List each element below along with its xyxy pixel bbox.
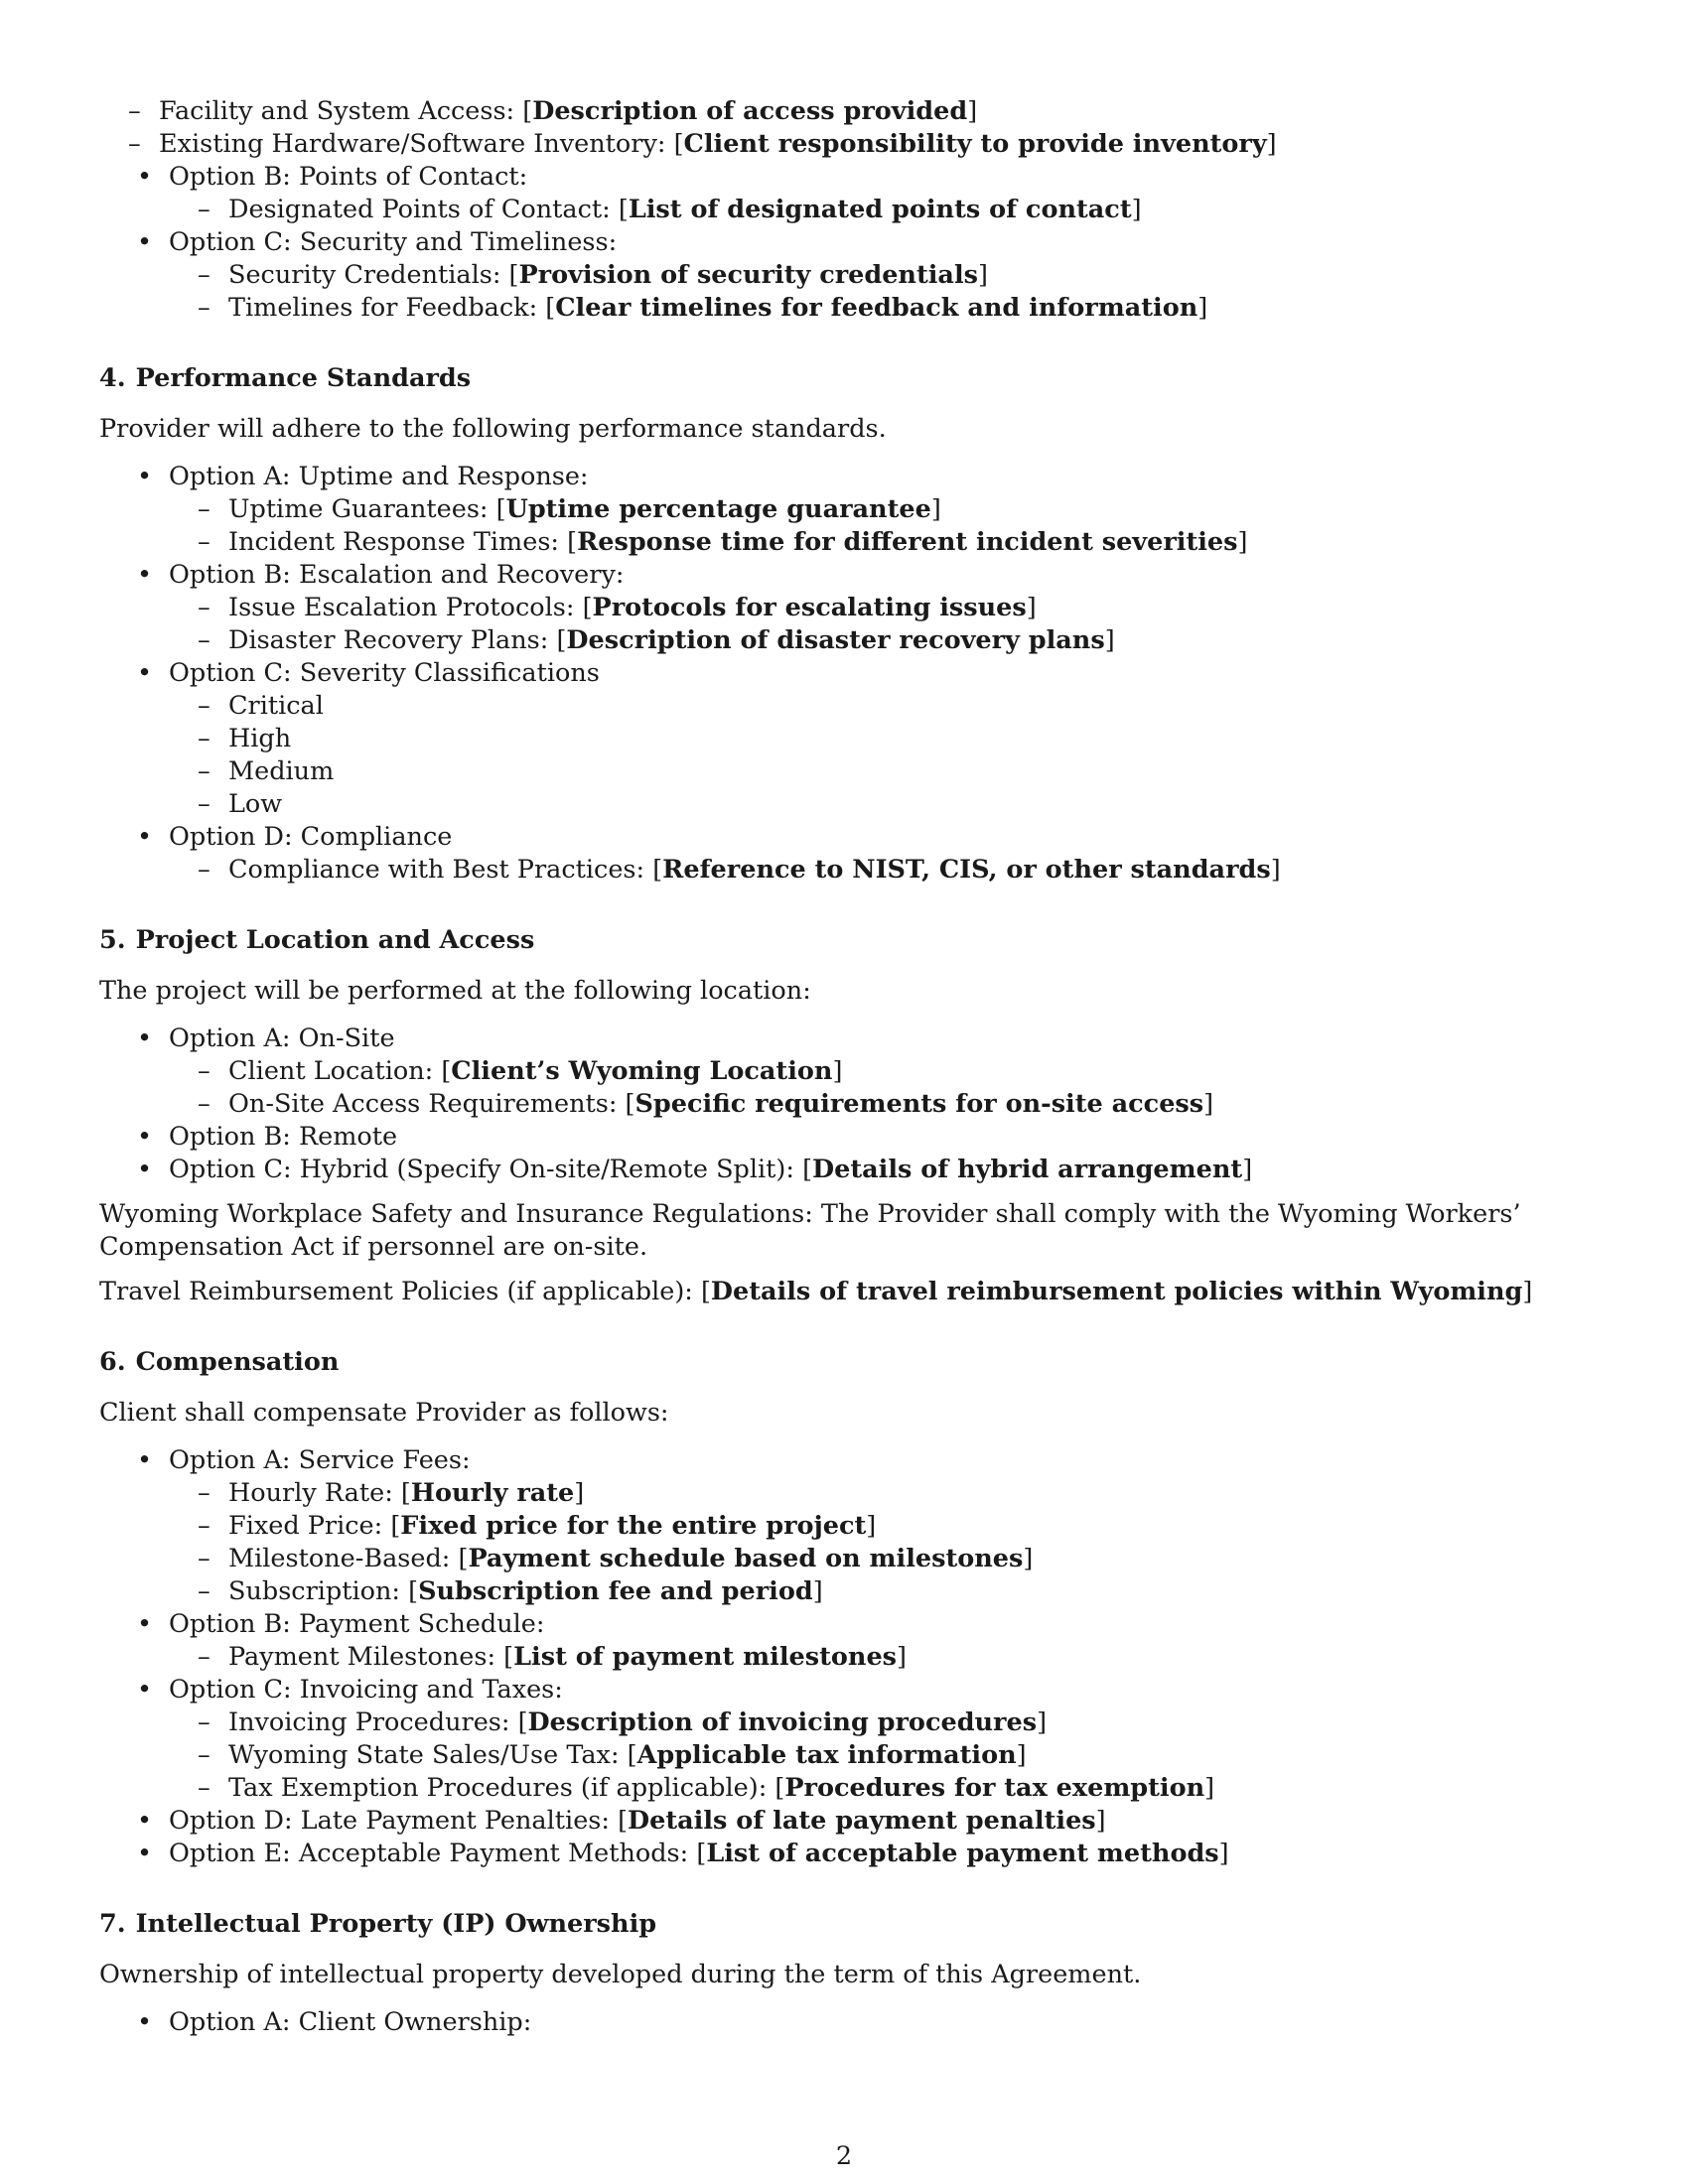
list-subitem: – Facility and System Access: [Description of access provided] — [128, 96, 978, 126]
option-item: • Option B: Payment Schedule: – Payment Milestones: [List of payment milestones] — [99, 1608, 1609, 1674]
list-subitem: – Existing Hardware/Software Inventory: [Client responsibility to provide inventory] — [128, 129, 1277, 159]
list-subitem: – Fixed Price: [Fixed price for the entire project] — [198, 1511, 877, 1541]
option-item: • Option D: Compliance – Compliance with Best Practices: [Reference to NIST, CIS, or other standards] — [99, 821, 1609, 887]
option-item: • Option A: Service Fees: – Hourly Rate: [Hourly rate] – Fixed Price: [Fixed price for the entire project] – Milestone-Based: [Payment schedule based on milestones] – Subscription: [Subscription fee and period] — [99, 1444, 1609, 1608]
option-item: • Option C: Hybrid (Specify On-site/Remote Split): [Details of hybrid arrangement] — [137, 1155, 1253, 1184]
section6-options — [99, 1444, 1609, 1870]
list-subitem: – On-Site Access Requirements: [Specific requirements for on-site access] — [198, 1089, 1214, 1119]
section-heading-ip-ownership: 7. Intellectual Property (IP) Ownership — [99, 1909, 657, 1939]
section-heading-performance-standards: 4. Performance Standards — [99, 363, 472, 393]
list-subitem: – Designated Points of Contact: [List of designated points of contact] — [198, 195, 1142, 224]
list-subitem: – Issue Escalation Protocols: [Protocols for escalating issues] — [198, 593, 1037, 622]
page-number: 2 — [835, 2141, 853, 2171]
safety-regulations-paragraph: Wyoming Workplace Safety and Insurance Regulations: The Provider shall comply with the Wyoming Workers’ Compensation Act if personnel are on-site. — [99, 1199, 1521, 1262]
list-subitem: – Medium — [198, 756, 335, 786]
list-subitem: – Wyoming State Sales/Use Tax: [Applicable tax information] — [198, 1740, 1027, 1770]
list-subitem: – Low — [198, 789, 283, 819]
section-intro: The project will be performed at the following location: — [99, 976, 811, 1006]
section7-options — [99, 2006, 1609, 2039]
section-heading-project-location: 5. Project Location and Access — [99, 925, 535, 955]
section-intro: Provider will adhere to the following performance standards. — [99, 414, 887, 444]
list-subitem: – Subscription: [Subscription fee and period] — [198, 1576, 823, 1606]
option-item: • Option A: Client Ownership: — [137, 2007, 532, 2037]
continuation-sublist — [99, 95, 1609, 161]
list-subitem: – Incident Response Times: [Response time for different incident severities] — [198, 527, 1248, 557]
option-item: • Option C: Severity Classifications – Critical – High – Medium – Low — [99, 657, 1609, 821]
list-subitem: – Critical — [198, 691, 324, 721]
option-item: • Option C: Security and Timeliness: – Security Credentials: [Provision of security credentials] – Timelines for Feedback: [Clear timelines for feedback and information] — [99, 226, 1609, 325]
option-item: • Option D: Late Payment Penalties: [Details of late payment penalties] — [137, 1806, 1106, 1836]
list-subitem: – Tax Exemption Procedures (if applicable): [Procedures for tax exemption] — [198, 1773, 1215, 1803]
option-item: • Option C: Invoicing and Taxes: – Invoicing Procedures: [Description of invoicing procedures] – Wyoming State Sales/Use Tax: [Applicable tax information] – Tax Exemption Procedures (if applicable): [Procedures for tax exemption] — [99, 1674, 1609, 1805]
list-subitem: – Payment Milestones: [List of payment milestones] — [198, 1642, 907, 1672]
option-item: • Option B: Escalation and Recovery: – Issue Escalation Protocols: [Protocols for escalating issues] – Disaster Recovery Plans: [Description of disaster recovery plans] — [99, 559, 1609, 657]
section-heading-compensation: 6. Compensation — [99, 1347, 340, 1377]
list-subitem: – High — [198, 724, 292, 753]
option-item: • Option B: Points of Contact: – Designated Points of Contact: [List of designated points of contact] — [99, 161, 1609, 226]
list-subitem: – Timelines for Feedback: [Clear timelines for feedback and information] — [198, 293, 1208, 323]
option-item: • Option E: Acceptable Payment Methods: [List of acceptable payment methods] — [137, 1839, 1229, 1868]
list-subitem: – Disaster Recovery Plans: [Description of disaster recovery plans] — [198, 625, 1115, 655]
list-subitem: – Security Credentials: [Provision of security credentials] — [198, 260, 988, 290]
list-subitem: – Invoicing Procedures: [Description of invoicing procedures] — [198, 1707, 1048, 1737]
section4-options — [99, 461, 1609, 887]
option-item: • Option B: Remote — [137, 1122, 398, 1152]
continuation-options — [99, 161, 1609, 325]
travel-reimbursement-paragraph: Travel Reimbursement Policies (if applicable): [Details of travel reimbursement policies within Wyoming] — [99, 1277, 1533, 1306]
list-subitem: – Hourly Rate: [Hourly rate] — [198, 1478, 585, 1508]
option-item: • Option A: On-Site – Client Location: [Client’s Wyoming Location] – On-Site Access Requirements: [Specific requirements for on-site access] — [99, 1023, 1609, 1121]
document-page — [99, 95, 1609, 2039]
list-subitem: – Milestone-Based: [Payment schedule based on milestones] — [198, 1544, 1034, 1573]
list-subitem: – Compliance with Best Practices: [Reference to NIST, CIS, or other standards] — [198, 855, 1281, 885]
option-item: • Option A: Uptime and Response: – Uptime Guarantees: [Uptime percentage guarantee] – Incident Response Times: [Response time for different incident severities] — [99, 461, 1609, 559]
list-subitem: – Uptime Guarantees: [Uptime percentage guarantee] — [198, 494, 941, 524]
section-intro: Client shall compensate Provider as follows: — [99, 1398, 669, 1428]
section-intro: Ownership of intellectual property developed during the term of this Agreement. — [99, 1960, 1142, 1989]
section5-options — [99, 1023, 1609, 1186]
list-subitem: – Client Location: [Client’s Wyoming Location] — [198, 1056, 843, 1086]
